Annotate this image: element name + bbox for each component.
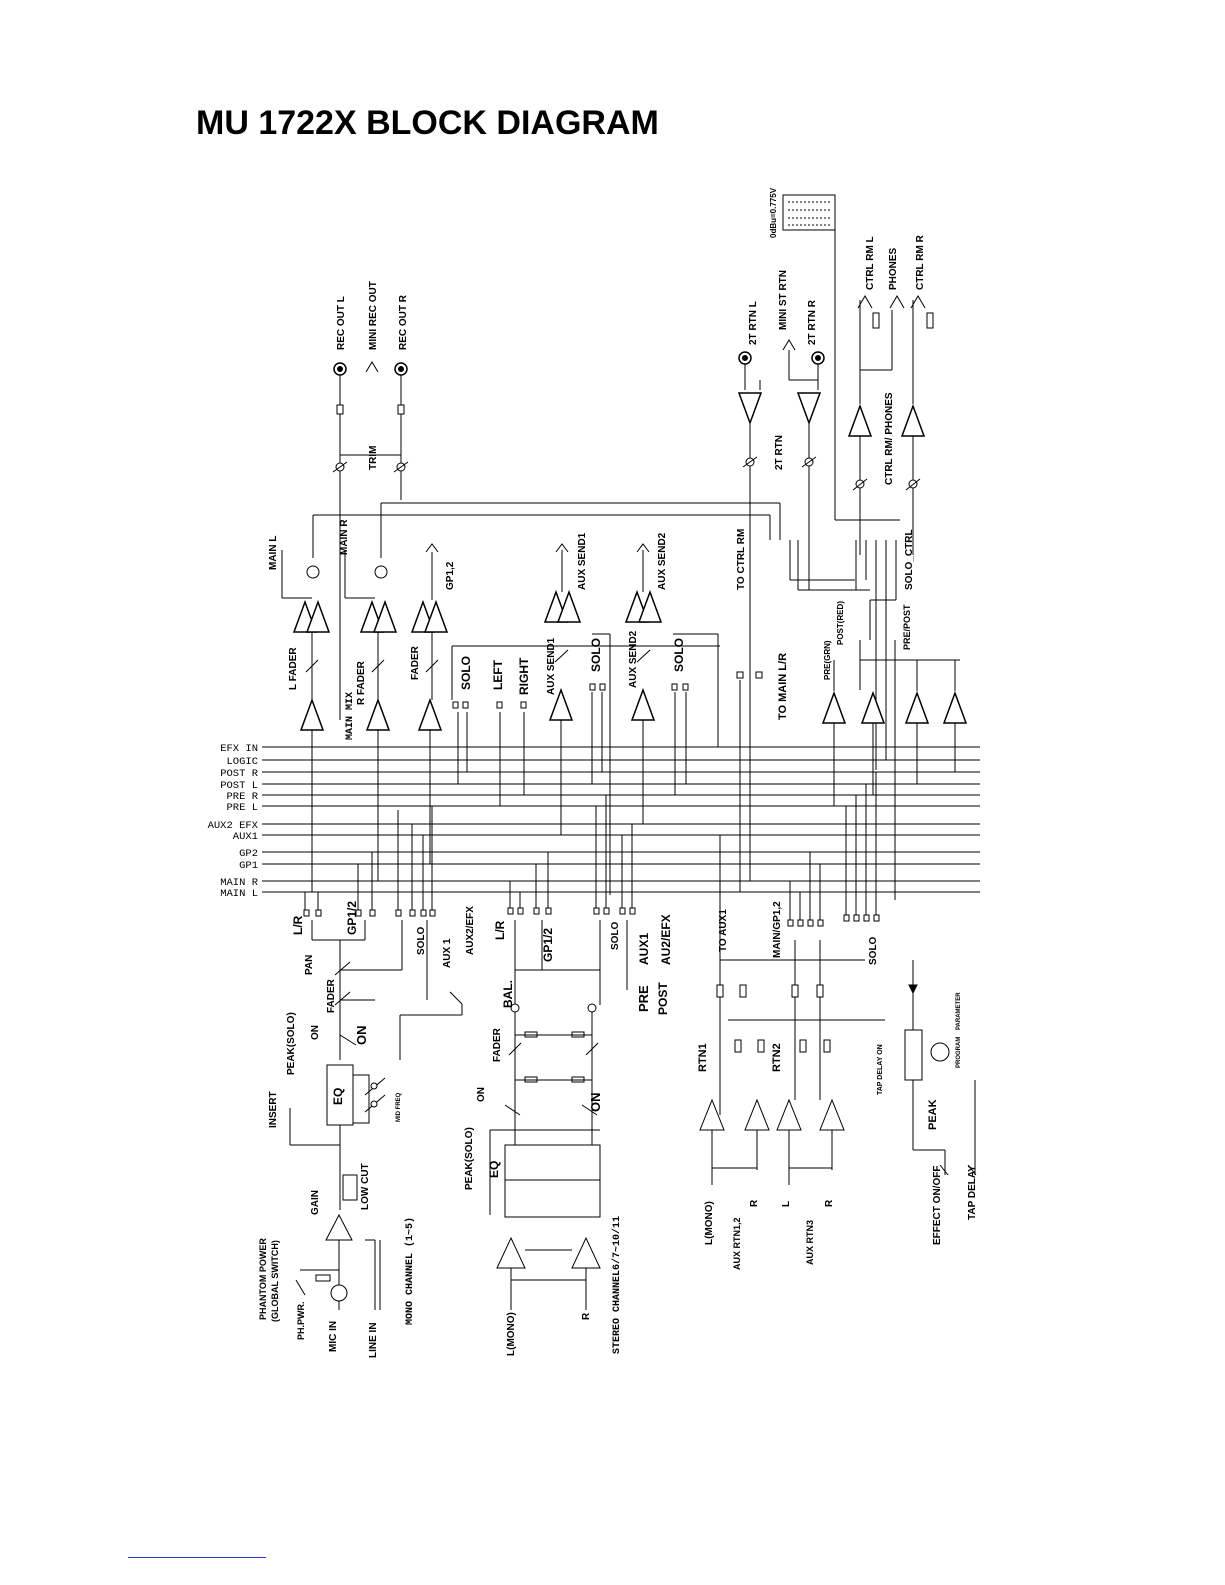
- label-rtn2: RTN2: [771, 1043, 783, 1072]
- label-stereo-r: R: [581, 1312, 592, 1320]
- label-aux-send2-out: AUX SEND2: [657, 532, 668, 590]
- bus-labels: [208, 743, 259, 900]
- label-fader-gp: FADER: [410, 646, 421, 680]
- label-r-fader: R FADER: [356, 661, 367, 705]
- label-returns-solo: SOLO: [868, 936, 879, 965]
- label-mono-fader: FADER: [326, 979, 337, 1013]
- label-mono-on: ON: [354, 1025, 369, 1045]
- label-aux-rtn3: AUX RTN3: [805, 1219, 815, 1265]
- bottom-rule: [128, 1557, 266, 1558]
- mono-channel: [290, 806, 462, 1310]
- bus-label-gp2: GP2: [239, 848, 258, 860]
- label-stereo-on: ON: [588, 1092, 603, 1112]
- master-labels: [268, 187, 926, 740]
- bus-label-aux1: AUX1: [232, 831, 258, 843]
- label-solo-gp: SOLO: [459, 655, 473, 690]
- label-rec-out-r: REC OUT R: [398, 295, 409, 350]
- label-pre-grn: PRE(GRN): [823, 640, 832, 680]
- label-effect-on-off: EFFECT ON/OFF: [932, 1165, 943, 1245]
- label-mono-gp12: GP1/2: [345, 900, 359, 935]
- bus-label-post-r: POST R: [220, 768, 258, 780]
- label-mono-on-sw: ON: [310, 1025, 321, 1040]
- label-l-fader: L FADER: [288, 647, 299, 690]
- label-ctrl-rm-l: CTRL RM L: [865, 236, 876, 290]
- label-mono-pan: PAN: [304, 954, 315, 975]
- label-solo-aux2: SOLO: [672, 637, 686, 672]
- bus-label-post-l: POST L: [220, 780, 258, 792]
- stereo-channel-labels: [464, 914, 673, 1356]
- bus-lines: [262, 747, 980, 892]
- label-mono-insert: INSERT: [268, 1091, 279, 1128]
- label-aux-rtn12: AUX RTN1,2: [732, 1217, 742, 1270]
- label-mono-mic-in: MIC IN: [328, 1320, 339, 1352]
- page-title: MU 1722X BLOCK DIAGRAM: [196, 104, 659, 142]
- label-rec-out-l: REC OUT L: [336, 296, 347, 350]
- label-post-red: POST(RED): [836, 601, 845, 645]
- label-mono-aux1: AUX 1: [442, 938, 453, 968]
- rec-out-l-jack: [334, 363, 346, 375]
- label-pre-post: PRE/POST: [902, 604, 912, 650]
- bus-label-aux2-efx: AUX2 EFX: [207, 820, 258, 832]
- label-mono-peak: PEAK(SOLO): [286, 1012, 297, 1075]
- label-phones: PHONES: [888, 247, 899, 290]
- label-stereo-pre: PRE: [636, 985, 651, 1012]
- label-tap-delay-on: TAP DELAY ON: [877, 1044, 884, 1095]
- label-to-main-lr: TO MAIN L/R: [777, 652, 789, 720]
- label-stereo-gp12: GP1/2: [541, 927, 555, 962]
- label-main-r: MAIN R: [339, 519, 350, 555]
- label-solo-aux1: SOLO: [589, 637, 603, 672]
- label-rtn-l-mono: L(MONO): [704, 1201, 715, 1245]
- bus-label-gp1: GP1: [239, 860, 258, 872]
- bus-label-main-l: MAIN L: [220, 888, 258, 900]
- label-left: LEFT: [491, 660, 505, 690]
- label-2t-rtn-l: 2T RTN L: [748, 301, 759, 345]
- label-stereo-caption: STEREO CHANNEL6/7~10/11: [612, 1215, 623, 1354]
- label-mono-global-switch: (GLOBAL SWITCH): [270, 1240, 280, 1322]
- label-mono-low-cut: LOW CUT: [360, 1163, 371, 1210]
- label-mini-rec-out: MINI REC OUT: [368, 281, 379, 350]
- label-mono-solo: SOLO: [416, 926, 427, 955]
- label-mono-caption: MONO CHANNEL (1~5): [405, 1216, 416, 1325]
- label-tap-delay: TAP DELAY: [967, 1165, 978, 1220]
- label-mono-eq: EQ: [331, 1087, 345, 1105]
- label-mono-aux2efx: AUX2/EFX: [465, 906, 476, 955]
- label-stereo-aux1: AUX1: [637, 932, 651, 965]
- label-ctrl-rm-phones: CTRL RM/ PHONES: [884, 392, 895, 485]
- label-aux-send1-out: AUX SEND1: [577, 532, 588, 590]
- label-stereo-solo: SOLO: [610, 921, 621, 950]
- bus-label-pre-l: PRE L: [226, 802, 258, 814]
- label-parameter: PARAMETER: [956, 992, 962, 1030]
- label-stereo-post: POST: [656, 982, 670, 1015]
- label-stereo-lr: L/R: [493, 920, 507, 940]
- label-stereo-fader: FADER: [492, 1028, 503, 1062]
- label-mini-st-rtn: MINI ST RTN: [778, 270, 789, 330]
- label-main-gp12: MAIN/GP1,2: [772, 901, 783, 958]
- label-stereo-on-sw: ON: [476, 1087, 487, 1102]
- label-ctrl-rm-r: CTRL RM R: [915, 235, 926, 290]
- bus-label-main-r: MAIN R: [220, 877, 258, 889]
- label-stereo-au2efx: AU2/EFX: [659, 914, 673, 965]
- label-mono-mid-freq: MID FREQ: [396, 1092, 402, 1122]
- label-solo-ctrl: SOLO_CTRL: [904, 529, 915, 590]
- label-stereo-l-mono: L(MONO): [506, 1312, 517, 1356]
- label-mono-gain: GAIN: [310, 1190, 321, 1215]
- label-to-aux1: TO AUX1: [718, 909, 729, 952]
- mono-channel-labels: [258, 901, 476, 1358]
- rec-out-r-jack: [395, 363, 407, 375]
- label-rtn-r: R: [749, 1199, 760, 1207]
- label-stereo-bal: BAL.: [501, 980, 515, 1008]
- label-mono-phantom: PHANTOM POWER: [258, 1238, 268, 1320]
- label-gp12-out: GP1,2: [445, 561, 456, 590]
- returns-labels: [697, 901, 879, 1270]
- bus-label-pre-r: PRE R: [226, 791, 258, 803]
- label-rtn-r2: R: [824, 1199, 835, 1207]
- label-stereo-peak: PEAK(SOLO): [464, 1127, 475, 1190]
- label-stereo-eq: EQ: [487, 1160, 501, 1178]
- label-trim: TRIM: [368, 445, 379, 470]
- label-main-mix: MAIN MIX: [345, 691, 356, 740]
- label-aux-send2-master: AUX SEND2: [628, 630, 639, 688]
- label-mono-line-in: LINE IN: [368, 1322, 379, 1358]
- label-main-l: MAIN L: [268, 535, 279, 570]
- bus-label-logic: LOGIC: [226, 756, 258, 768]
- label-2t-rtn: 2T RTN: [774, 435, 785, 470]
- label-effect-peak: PEAK: [927, 1099, 939, 1130]
- label-aux-send1-master: AUX SEND1: [546, 637, 557, 695]
- label-meter: 0dBu=0.775V: [769, 187, 778, 238]
- label-rtn1: RTN1: [697, 1043, 709, 1072]
- label-to-ctrl-rm: TO CTRL RM: [736, 528, 747, 590]
- label-right: RIGHT: [517, 657, 531, 695]
- master-section: [282, 195, 966, 900]
- label-program: PROGRAM: [956, 1036, 962, 1068]
- effects-labels: [877, 992, 978, 1245]
- label-mono-ph-pwr: PH.PWR.: [296, 1301, 306, 1340]
- label-rtn-l: L: [781, 1200, 792, 1207]
- bus-label-efx-in: EFX IN: [220, 743, 258, 755]
- label-2t-rtn-r: 2T RTN R: [807, 300, 818, 345]
- label-mono-lr: L/R: [291, 915, 305, 935]
